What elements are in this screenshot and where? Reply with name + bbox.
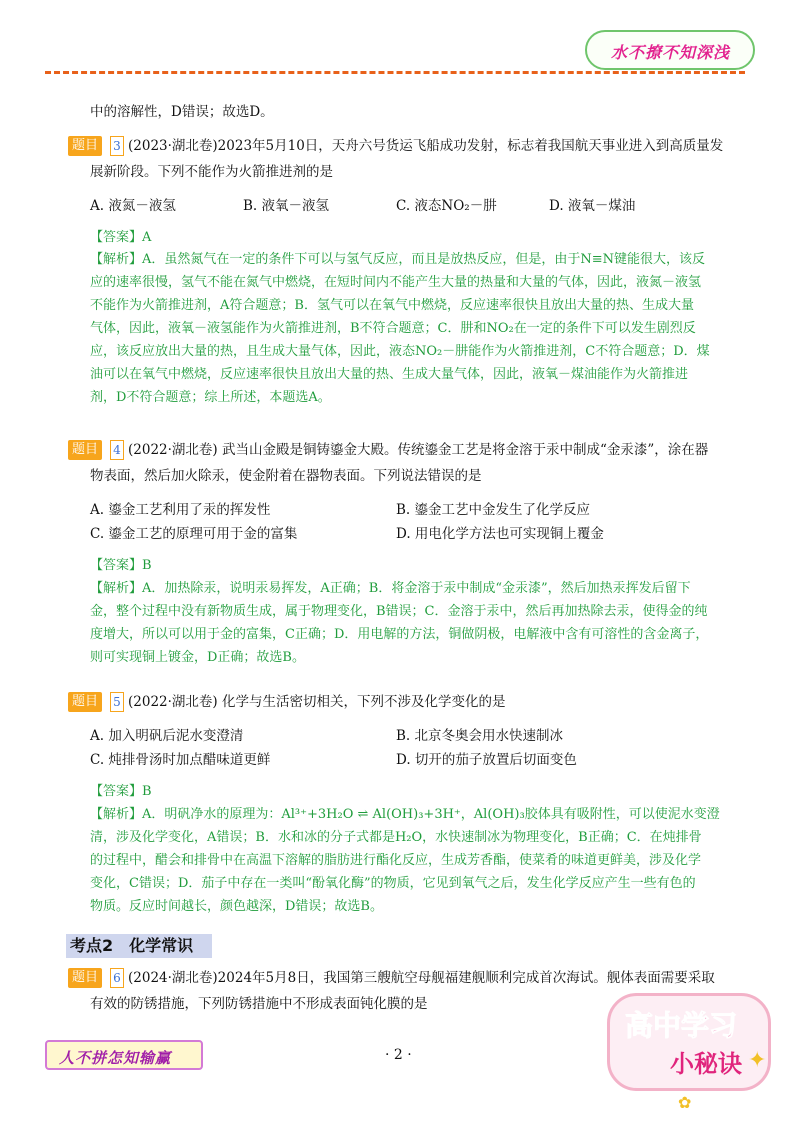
question-label: 题目: [68, 440, 102, 460]
question-text-line: 物表面，然后加火除汞，使金附着在器物表面。下列说法错误的是: [90, 468, 482, 484]
analysis-line: 度增大，所以可以用于金的富集，C正确；D．用电解的方法，铜做阴极，电解液中含有可溶性的含金离子，: [90, 627, 709, 642]
question-text-line: 展新阶段。下列不能作为火箭推进剂的是: [90, 164, 333, 180]
question-text-line: (2023·湖北卷)2023年5月10日，天舟六号货运飞船成功发射，标志着我国航天事业进入到高质量发: [128, 138, 724, 154]
analysis-line: 物质。反应时间越长，颜色越深，D错误；故选B。: [90, 899, 383, 914]
header-badge: [585, 30, 755, 70]
analysis-line: 剂，D不符合题意；综上所述，本题选A。: [90, 390, 331, 405]
question-text-line: (2022·湖北卷) 化学与生活密切相关，下列不涉及化学变化的是: [128, 694, 506, 710]
answer: 【答案】B: [90, 784, 152, 799]
stamp-line-1: 高中学习: [625, 1009, 738, 1042]
option-b: B. 鎏金工艺中金发生了化学反应: [396, 502, 591, 518]
analysis-line: 金，整个过程中没有新物质生成，属于物理变化，B错误；C．金溶于汞中，然后再加热除去汞，使得金的纯: [90, 604, 708, 619]
question-label: 题目: [68, 692, 102, 712]
option-c: C. 炖排骨汤时加点醋味道更鲜: [90, 752, 271, 768]
question-number: 3: [110, 136, 124, 156]
answer: 【答案】B: [90, 558, 152, 573]
question-number: 6: [110, 968, 124, 988]
analysis-line: 应的速率很慢，氢气不能在氮气中燃烧，在短时间内不能产生大量的热量和大量的气体，因此，液氮－液氢: [90, 275, 702, 290]
analysis-line: 的过程中，醋会和排骨中在高温下溶解的脂肪进行酯化反应，生成芳香酯，使菜肴的味道更鲜美，涉及化学: [90, 853, 702, 868]
analysis-line: 应，该反应放出大量的热，且生成大量气体，因此，液态NO₂－肼能作为火箭推进剂，C不符合题意；D．煤: [90, 344, 710, 359]
analysis-line: 油可以在氧气中燃烧，反应速率很快且放出大量的热、生成大量气体，因此，液氧－煤油能作为火箭推进: [90, 367, 689, 382]
option-d: D. 切开的茄子放置后切面变色: [396, 752, 577, 768]
option-a: A. 液氮－液氢: [90, 198, 176, 214]
option-c: C. 液态NO₂－肼: [396, 198, 497, 214]
question-number: 4: [110, 440, 124, 460]
option-a: A. 鎏金工艺利用了汞的挥发性: [90, 502, 271, 518]
star-icon: ✿: [678, 1093, 692, 1112]
option-a: A. 加入明矾后泥水变澄清: [90, 728, 244, 744]
footer-slogan: 人不拼怎知输赢: [59, 1049, 172, 1067]
analysis-line: 【解析】A．虽然氮气在一定的条件下可以与氢气反应，而且是放热反应，但是，由于N≡N键能很大，该反: [90, 252, 706, 267]
option-b: B. 液氧－液氢: [243, 198, 330, 214]
study-tips-stamp: [607, 993, 771, 1091]
option-d: D. 用电化学方法也可实现铜上覆金: [396, 526, 604, 542]
section-heading: 考点2 化学常识: [66, 934, 212, 958]
stamp-line-2: 小秘诀: [670, 1050, 742, 1078]
header-badge-text: 水不撩不知深浅: [611, 43, 731, 62]
analysis-line: 气体，因此，液氧－液氢能作为火箭推进剂，B不符合题意；C．肼和NO₂在一定的条件下可以发生剧烈反: [90, 321, 696, 336]
sparkle-icon: ✦: [748, 1048, 767, 1073]
question-text-line: (2022·湖北卷) 武当山金殿是铜铸鎏金大殿。传统鎏金工艺是将金溶于汞中制成“金汞漆”，涂在器: [128, 442, 709, 458]
question-label: 题目: [68, 136, 102, 156]
analysis-line: 变化，C错误；D．茄子中存在一类叫“酚氧化酶”的物质，它见到氧气之后，发生化学反应产生一些有色的: [90, 876, 696, 891]
answer: 【答案】A: [90, 230, 152, 245]
option-c: C. 鎏金工艺的原理可用于金的富集: [90, 526, 298, 542]
question-label: 题目: [68, 968, 102, 988]
analysis-line: 清，涉及化学变化，A错误；B．水和冰的分子式都是H₂O，水快速制冰为物理变化，B正确；C．在炖排骨: [90, 830, 702, 845]
analysis-line: 【解析】A．加热除汞，说明汞易挥发，A正确；B．将金溶于汞中制成“金汞漆”，然后加热汞挥发后留下: [90, 581, 691, 596]
analysis-line: 则可实现铜上镀金，D正确；故选B。: [90, 650, 305, 665]
page-number: · 2 ·: [385, 1047, 412, 1063]
intro-line: 中的溶解性，D错误；故选D。: [90, 104, 274, 120]
question-text-line: 有效的防锈措施，下列防锈措施中不形成表面钝化膜的是: [90, 996, 428, 1012]
footer-slogan-box: [45, 1040, 203, 1070]
analysis-line: 不能作为火箭推进剂，A符合题意；B．氢气可以在氧气中燃烧，反应速率很快且放出大量的热、生成大量: [90, 298, 694, 313]
option-b: B. 北京冬奥会用水快速制冰: [396, 728, 564, 744]
header-divider: [45, 71, 745, 74]
option-d: D. 液氧－煤油: [549, 198, 636, 214]
question-number: 5: [110, 692, 124, 712]
analysis-line: 【解析】A．明矾净水的原理为：Al³⁺+3H₂O ⇌ Al(OH)₃+3H⁺，Al(OH)₃胶体具有吸附性，可以使泥水变澄: [90, 807, 720, 822]
question-text-line: (2024·湖北卷)2024年5月8日，我国第三艘航空母舰福建舰顺利完成首次海试。舰体表面需要采取: [128, 970, 715, 986]
